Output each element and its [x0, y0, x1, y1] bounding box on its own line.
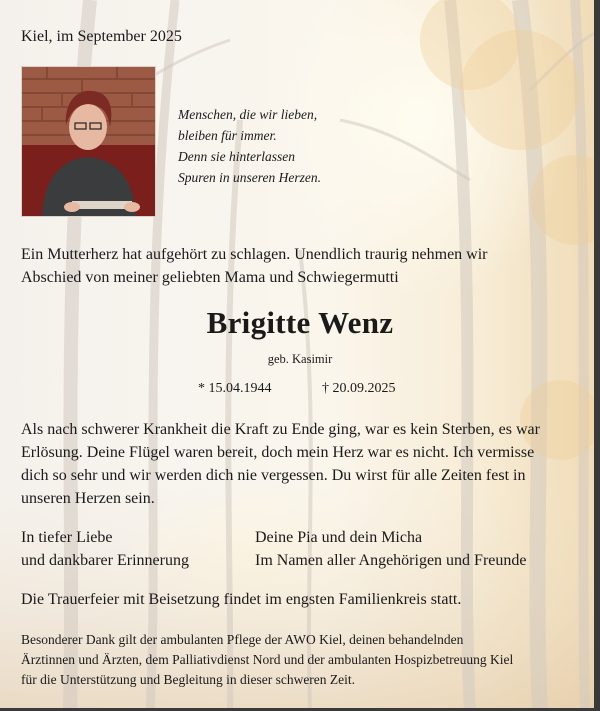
- intro-line: Ein Mutterherz hat aufgehört zu schlagen. Unendlich traurig nehmen wir: [21, 246, 488, 263]
- thanks-line: Besonderer Dank gilt der ambulanten Pflege der AWO Kiel, deinen behandelnden: [21, 632, 464, 647]
- thanks-line: Ärztinnen und Ärzten, dem Palliativdienst Nord und der ambulanten Hospizbetreuung Kiel: [21, 652, 514, 667]
- place-date: Kiel, im September 2025: [21, 28, 182, 45]
- intro-text: [21, 243, 581, 289]
- signature-line: In tiefer Liebe: [21, 529, 113, 546]
- signature-line: Im Namen aller Angehörigen und Freunde: [255, 552, 527, 569]
- poem-line: bleiben für immer.: [178, 128, 277, 143]
- signature-line: und dankbarer Erinnerung: [21, 552, 189, 569]
- thanks-text: [21, 630, 586, 690]
- funeral-note: Die Trauerfeier mit Beisetzung findet im engsten Familienkreis statt.: [21, 591, 462, 608]
- poem-line: Denn sie hinterlassen: [178, 149, 295, 164]
- message-line: Erlösung. Deine Flügel waren bereit, doch mein Herz war es nicht. Ich vermisse: [21, 444, 535, 461]
- message-line: dich so sehr und wir werden dich nie vergessen. Du wirst für alle Zeiten fest in: [21, 467, 526, 484]
- message-line: Als nach schwerer Krankheit die Kraft zu Ende ging, war es kein Sterben, es war: [21, 421, 540, 438]
- page-border-right: [594, 0, 600, 711]
- death-date: † 20.09.2025: [322, 381, 396, 396]
- signature-right: [255, 526, 526, 572]
- thanks-line: für die Unterstützung und Begleitung in dieser schweren Zeit.: [21, 672, 356, 687]
- intro-line: Abschied von meiner geliebten Mama und Schwiegermutti: [21, 269, 399, 286]
- poem: [178, 104, 321, 188]
- birth-date: * 15.04.1944: [198, 381, 272, 396]
- poem-line: Spuren in unseren Herzen.: [178, 170, 321, 185]
- poem-line: Menschen, die wir lieben,: [178, 107, 318, 122]
- deceased-name: Brigitte Wenz: [206, 305, 394, 340]
- message-line: unseren Herzen sein.: [21, 490, 155, 507]
- signature-line: Deine Pia und dein Micha: [255, 529, 423, 546]
- portrait-photo: [21, 66, 156, 217]
- birth-name: geb. Kasimir: [267, 352, 333, 366]
- signature-left: [21, 526, 189, 572]
- message-text: [21, 418, 581, 510]
